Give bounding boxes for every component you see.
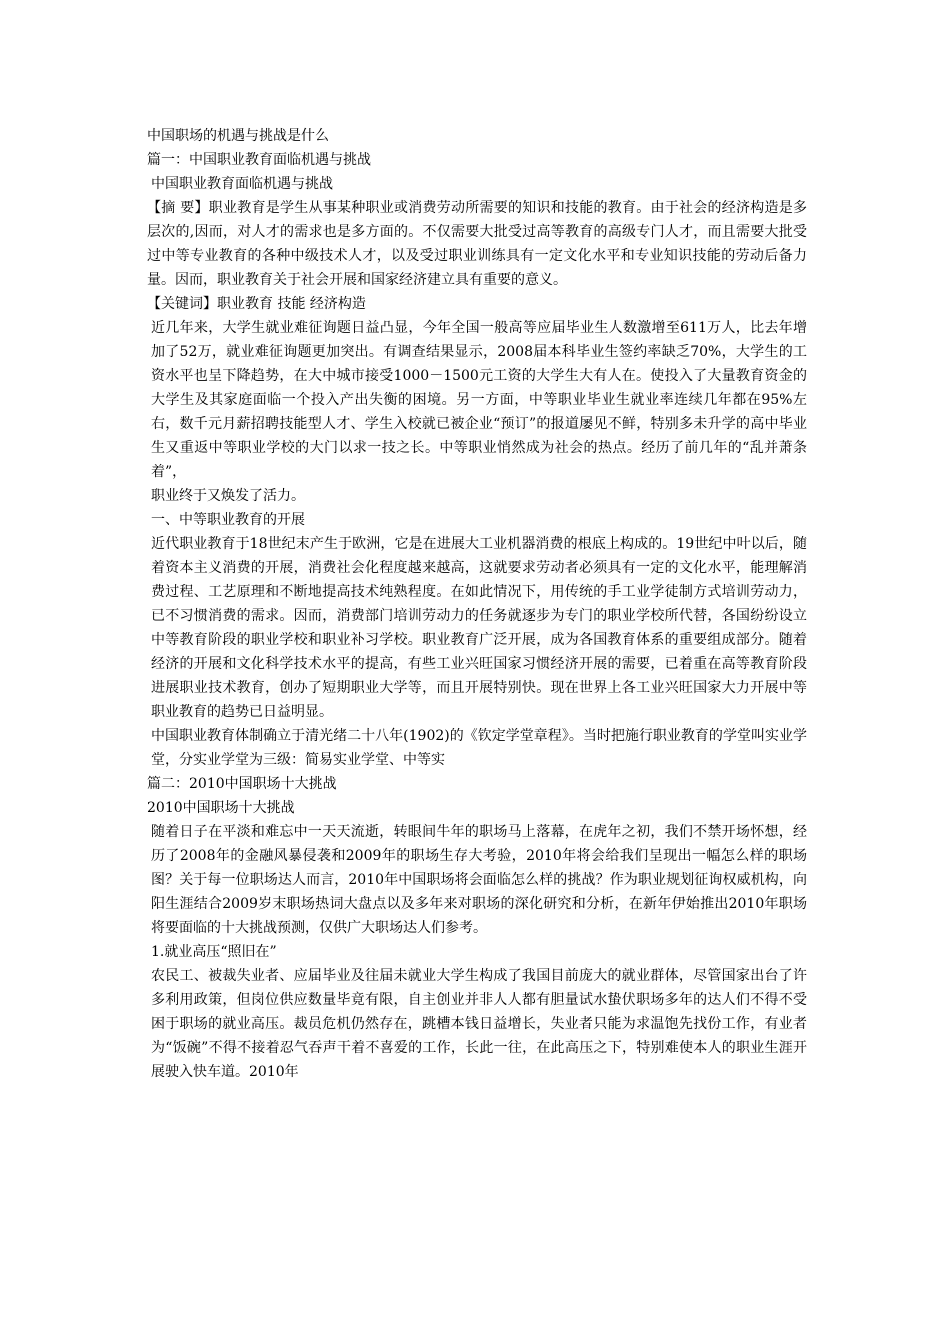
body-paragraph: 中国职业教育体制确立于清光绪二十八年(1902)的《钦定学堂章程》。当时把施行职业教育的学堂叫实业学堂，分实业学堂为三级：简易实业学堂、中等实	[151, 728, 807, 768]
body-paragraph: 近代职业教育于18世纪末产生于欧洲，它是在进展大工业机器消费的根底上构成的。19世纪中叶以后，随着资本主义消费的开展，消费社会化程度越来越高，这就要求劳动者必须具有一定的文化水平，能理解消费过程、工艺原理和不断地提高技术纯熟程度。在如此情况下，用传统的手工业学徒制方式培训劳动力，已不习惯消费的需求。因而，消费部门培训劳动力的任务就逐步为专门的职业学校所代替，各国纷纷设立中等教育阶段的职业学校和职业补习学校。职业教育广泛开展，成为各国教育体系的重要组成部分。随着经济的开展和文化科学技术水平的提高，有些工业兴旺国家习惯经济开展的需要，已着重在高等教育阶段进展职业技术教育，创办了短期职业大学等，而且开展特别快。现在世界上各工业兴旺国家大力开展中等职业教育的趋势已日益明显。	[151, 536, 807, 720]
part2-heading: 篇二：2010中国职场十大挑战	[147, 776, 337, 792]
part1-subtitle: 中国职业教育面临机遇与挑战	[151, 176, 333, 192]
part1-heading: 篇一：中国职业教育面临机遇与挑战	[147, 152, 371, 168]
list-item-heading: 1.就业高压“照旧在”	[151, 944, 277, 960]
body-paragraph: 随着日子在平淡和难忘中一天天流逝，转眼间牛年的职场马上落幕，在虎年之初，我们不禁开场怀想，经历了2008年的金融风暴侵袭和2009年的职场生存大考验，2010年将会给我们呈现出一幅怎么样的职场图？关于每一位职场达人而言，2010年中国职场将会面临怎么样的挑战？作为职业规划征询权威机构，向阳生涯结合2009岁末职场热词大盘点以及多年来对职场的深化研究和分析，在新年伊始推出2010年职场将要面临的十大挑战预测，仅供广大职场达人们参考。	[151, 824, 807, 936]
keywords-line: 【关键词】职业教育 技能 经济构造	[147, 296, 366, 312]
body-paragraph: 近几年来，大学生就业难征询题日益凸显，今年全国一般高等应届毕业生人数激增至611万人，比去年增加了52万，就业难征询题更加突出。有调查结果显示，2008届本科毕业生签约率缺乏70%，大学生的工资水平也呈下降趋势，在大中城市接受1000－1500元工资的大学生大有人在。使投入了大量教育资金的大学生及其家庭面临一个投入产出失衡的困境。另一方面，中等职业毕业生就业率连续几年都在95%左右，数千元月薪招聘技能型人才、学生入校就已被企业“预订”的报道屡见不鲜，特别多未升学的高中毕业生又重返中等职业学校的大门以求一技之长。中等职业悄然成为社会的热点。经历了前几年的“乱并萧条着”，	[151, 320, 807, 480]
document-page	[147, 124, 807, 1084]
section-heading: 一、中等职业教育的开展	[151, 512, 305, 528]
document-title: 中国职场的机遇与挑战是什么	[147, 128, 329, 144]
body-paragraph: 职业终于又焕发了活力。	[151, 488, 305, 504]
part2-subtitle: 2010中国职场十大挑战	[147, 800, 295, 816]
body-paragraph: 农民工、被裁失业者、应届毕业及往届未就业大学生构成了我国目前庞大的就业群体，尽管国家出台了许多利用政策，但岗位供应数量毕竟有限，自主创业并非人人都有胆量试水蛰伏职场多年的达人们不得不受困于职场的就业高压。裁员危机仍然存在，跳槽本钱日益增长，失业者只能为求温饱先找份工作，有业者为“饭碗”不得不接着忍气吞声干着不喜爱的工作，长此一往，在此高压之下，特别难使本人的职业生涯开展驶入快车道。2010年	[151, 968, 807, 1080]
abstract-paragraph: 【摘 要】职业教育是学生从事某种职业或消费劳动所需要的知识和技能的教育。由于社会的经济构造是多层次的,因而，对人才的需求也是多方面的。不仅需要大批受过高等教育的高级专门人才，而且需要大批受过中等专业教育的各种中级技术人才，以及受过职业训练具有一定文化水平和专业知识技能的劳动后备力量。因而，职业教育关于社会开展和国家经济建立具有重要的意义。	[147, 200, 807, 288]
